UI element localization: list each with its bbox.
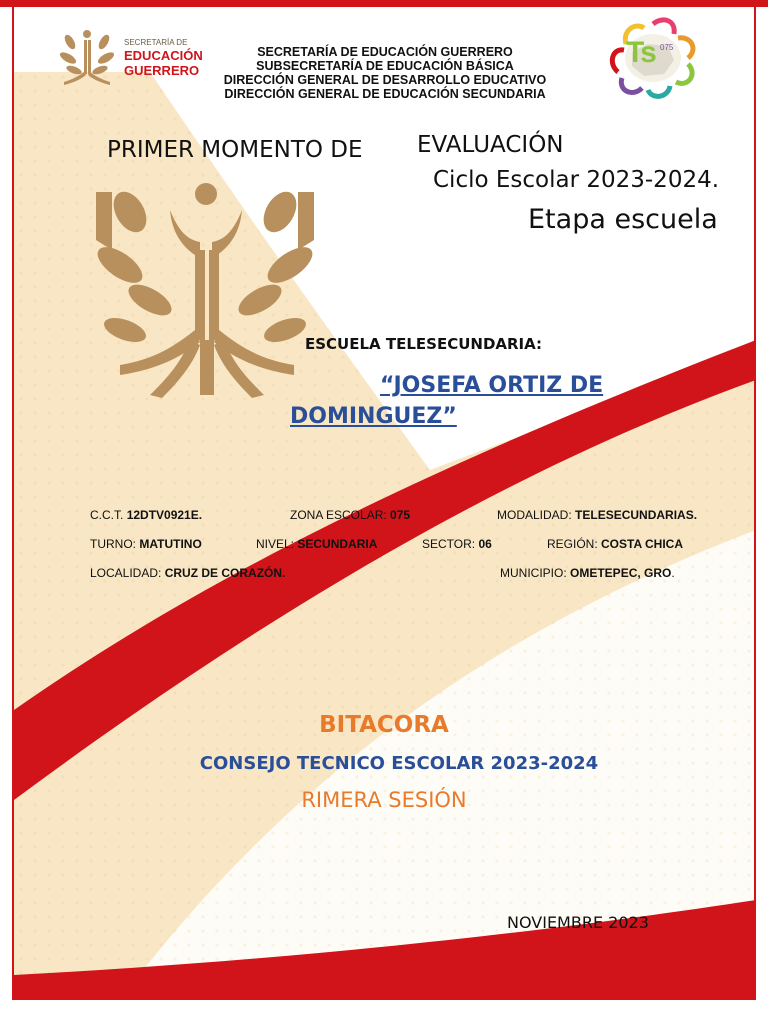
bitacora-session: RIMERA SESIÓN bbox=[301, 788, 467, 812]
municipio-info: MUNICIPIO: OMETEPEC, GRO. bbox=[500, 566, 675, 580]
secretaria-tree-logo-icon bbox=[58, 28, 116, 86]
bitacora-subtitle: CONSEJO TECNICO ESCOLAR 2023-2024 bbox=[199, 753, 599, 774]
header-line-4: DIRECCIÓN GENERAL DE EDUCACIÓN SECUNDARIA bbox=[224, 87, 546, 101]
header-line-2: SUBSECRETARÍA DE EDUCACIÓN BÁSICA bbox=[256, 59, 514, 73]
region-info: REGIÓN: COSTA CHICA bbox=[547, 537, 684, 551]
tree-emblem-icon bbox=[90, 180, 320, 400]
bitacora-title: BITACORA bbox=[319, 712, 449, 738]
document-date: NOVIEMBRE 2023 bbox=[507, 913, 649, 932]
logo-left-line3: GUERRERO bbox=[124, 63, 200, 78]
header-line-1: SECRETARÍA DE EDUCACIÓN GUERRERO bbox=[257, 45, 513, 59]
modalidad-info: MODALIDAD: TELESECUNDARIAS. bbox=[497, 508, 698, 522]
nivel-info: NIVEL: SECUNDARIA bbox=[256, 537, 378, 551]
logo-left-line1: SECRETARÍA DE bbox=[124, 38, 188, 47]
cct-info: C.C.T. 12DTV0921E. bbox=[90, 508, 203, 522]
header-line-3: DIRECCIÓN GENERAL DE DESARROLLO EDUCATIVO bbox=[223, 73, 547, 87]
logo-right-number: 075 bbox=[660, 43, 674, 52]
title-line1b: EVALUACIÓN bbox=[417, 132, 564, 158]
localidad-info: LOCALIDAD: CRUZ DE CORAZÓN. bbox=[90, 566, 286, 580]
logo-right-letters: Ts bbox=[626, 36, 655, 69]
title-line2: Ciclo Escolar 2023-2024. bbox=[433, 167, 720, 193]
school-name-line2: DOMINGUEZ” bbox=[290, 404, 457, 429]
turno-info: TURNO: MATUTINO bbox=[90, 537, 202, 551]
top-red-bar bbox=[0, 0, 768, 7]
title-line1a: PRIMER MOMENTO DE bbox=[107, 137, 363, 163]
title-line3: Etapa escuela bbox=[528, 204, 718, 235]
school-name-line1: “JOSEFA ORTIZ DE bbox=[380, 373, 604, 398]
school-label: ESCUELA TELESECUNDARIA: bbox=[305, 335, 543, 353]
zona-info: ZONA ESCOLAR: 075 bbox=[290, 508, 411, 522]
sector-info: SECTOR: 06 bbox=[422, 537, 492, 551]
logo-left-line2: EDUCACIÓN bbox=[124, 48, 203, 63]
